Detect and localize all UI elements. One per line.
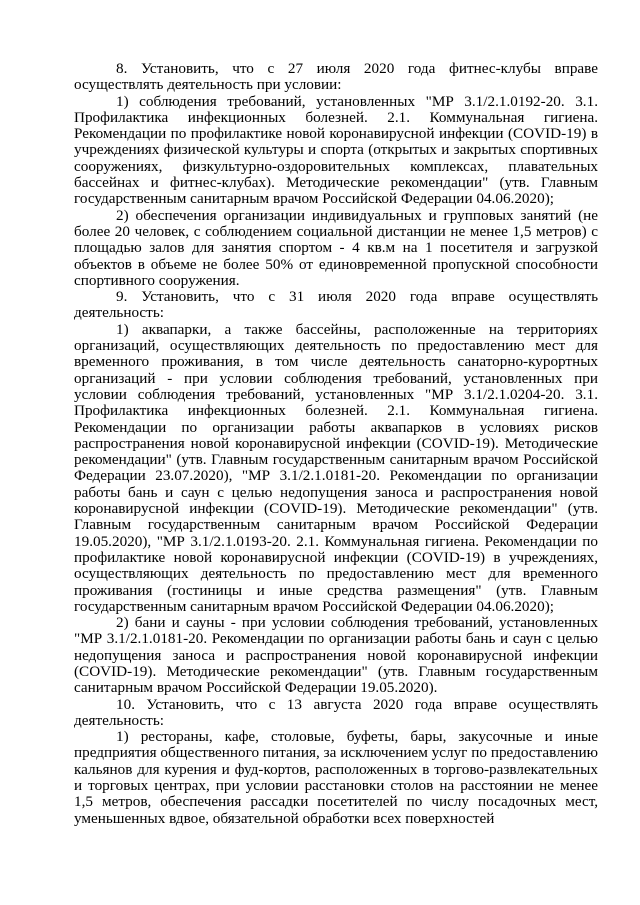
paragraph-8-item-1: 1) соблюдения требований, установленных "МР 3.1/2.1.0192-20. 3.1. Профилактика инфекционных болезней. 2.1. Коммунальная гигиена. Рекомендации по профилактике новой коронавирусной инфекции (COVID-19) в учреждениях физической культуры и спорта (открытых и закрытых спортивных сооружениях, физкультурно-оздоровительных комплексах, плавательных бассейнах и фитнес-клубах). Методические рекомендации" (утв. Главным государственным санитарным врачом Российской Федерации 04.06.2020); [74, 92, 598, 208]
paragraph-10-item-1: 1) рестораны, кафе, столовые, буфеты, бары, закусочные и иные предприятия общественного питания, за исключением услуг по предоставлению кальянов для курения и фуд-кортов, расположенных в торгово-развлекательных и торговых центрах, при условии расстановки столов на расстоянии не менее 1,5 метров, обеспечения рассадки посетителей по числу посадочных мест, уменьшенных вдвое, обязательной обработки всех поверхностей [74, 728, 598, 827]
paragraph-8: 8. Установить, что с 27 июля 2020 года фитнес-клубы вправе осуществлять деятельность при условии: [74, 60, 598, 94]
paragraph-10: 10. Установить, что с 13 августа 2020 года вправе осуществлять деятельность: [74, 695, 598, 729]
paragraph-9: 9. Установить, что с 31 июля 2020 года вправе осуществлять деятельность: [74, 288, 598, 322]
paragraph-9-item-1: 1) аквапарки, а также бассейны, расположенные на территориях организаций, осуществляющих деятельность по предоставлению мест для временного проживания, в том числе деятельность санаторно-курортных организаций - при условии соблюдения требований, установленных при условии соблюдения требований, установленных "МР 3.1/2.1.0204-20. 3.1. Профилактика инфекционных болезней. 2.1. Коммунальная гигиена. Рекомендации по организации работы аквапарков в условиях рисков распространения новой коронавирусной инфекции (COVID-19). Методические рекомендации" (утв. Главным государственным санитарным врачом Российской Федерации 23.07.2020), "МР 3.1/2.1.0181-20. Рекомендации по организации работы бань и саун с целью недопущения заноса и распространения новой коронавирусной инфекции (COVID-19). Методические рекомендации" (утв. Главным государственным санитарным врачом Российской Федерации 19.05.2020), "МР 3.1/2.1.0193-20. 2.1. Коммунальная гигиена. Рекомендации по профилактике новой коронавирусной инфекции (COVID-19) в учреждениях, осуществляющих деятельность по предоставлению мест для временного проживания (гостиницы и иные средства размещения" (утв. Главным государственным санитарным врачом Российской Федерации 04.06.2020); [74, 320, 598, 615]
document-page [74, 61, 598, 827]
paragraph-8-item-2: 2) обеспечения организации индивидуальных и групповых занятий (не более 20 человек, с соблюдением социальной дистанции не менее 1,5 метров) с площадью залов для занятия спортом - 4 кв.м на 1 посетителя и загрузкой объектов в объеме не более 50% от единовременной пропускной способности спортивного сооружения. [74, 206, 598, 289]
paragraph-9-item-2: 2) бани и сауны - при условии соблюдения требований, установленных "МР 3.1/2.1.0181-20. Рекомендации по организации работы бань и саун с целью недопущения заноса и распространения новой коронавирусной инфекции (COVID-19). Методические рекомендации" (утв. Главным государственным санитарным врачом Российской Федерации 19.05.2020). [74, 614, 598, 697]
